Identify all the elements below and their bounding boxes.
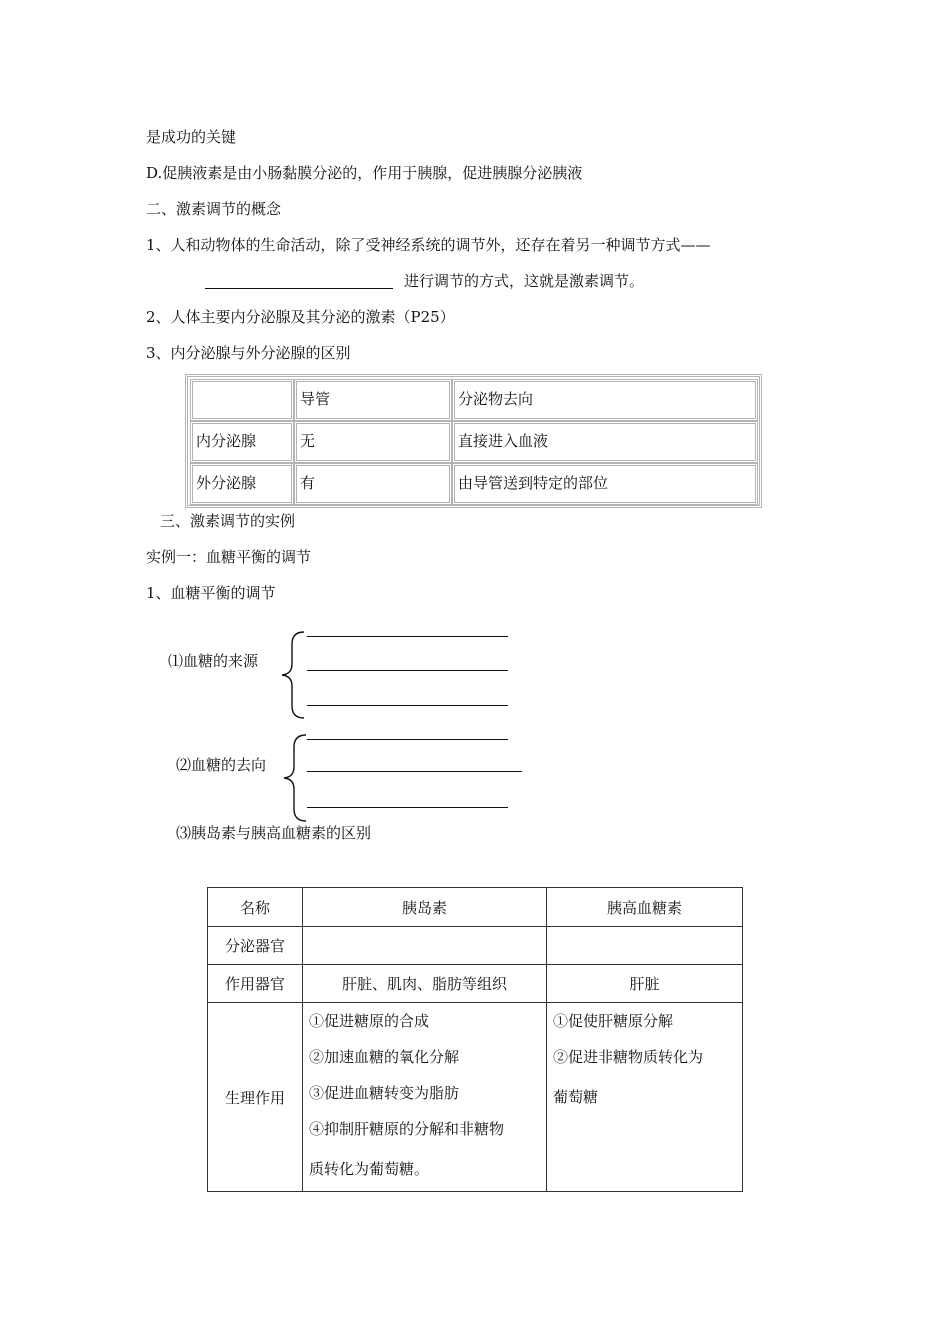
hormone-difference-label: ⑶胰岛素与胰高血糖素的区别 [176, 824, 372, 842]
text-line-10: 1、血糖平衡的调节 [146, 584, 276, 602]
table2-header-name: 名称 [208, 888, 303, 927]
table1-cell: 外分泌腺 [190, 463, 294, 505]
insulin-effect-item: ②加速血糖的氧化分解 [309, 1048, 460, 1066]
table1-cell: 内分泌腺 [190, 421, 294, 463]
insulin-effect-item: 质转化为葡萄糖。 [309, 1160, 430, 1178]
table1-header-empty [190, 379, 294, 421]
glucose-source-label: ⑴血糖的来源 [168, 652, 259, 670]
table2-cell-glucagon-organ[interactable] [547, 927, 743, 965]
table1-cell: 有 [294, 463, 452, 505]
insulin-effect-item: ③促进血糖转变为脂肪 [309, 1084, 460, 1102]
section-heading-2: 二、激素调节的概念 [146, 200, 282, 218]
table1-cell: 直接进入血液 [452, 421, 758, 463]
fill-blank-source-3[interactable] [307, 705, 508, 706]
text-line-6: 2、人体主要内分泌腺及其分泌的激素（P25） [146, 308, 455, 326]
fill-blank-source-2[interactable] [307, 670, 508, 671]
glucagon-effect-item: ①促使肝糖原分解 [553, 1012, 674, 1030]
insulin-effect-item: ①促进糖原的合成 [309, 1012, 430, 1030]
table1-header-destination: 分泌物去向 [452, 379, 758, 421]
table2-cell-insulin-organ[interactable] [303, 927, 547, 965]
fill-blank-source-1[interactable] [307, 636, 508, 637]
insulin-effect-item: ④抑制肝糖原的分解和非糖物 [309, 1120, 505, 1138]
text-line-5: 进行调节的方式，这就是激素调节。 [404, 272, 645, 290]
section-heading-3: 三、激素调节的实例 [160, 512, 296, 530]
table2-header-glucagon: 胰高血糖素 [547, 888, 743, 927]
fill-blank-dest-3[interactable] [307, 807, 508, 808]
table2-header-insulin: 胰岛素 [303, 888, 547, 927]
table2-cell-glucagon-effects [547, 1003, 743, 1192]
table1-cell: 无 [294, 421, 452, 463]
table2-cell-insulin-effects [303, 1003, 547, 1192]
glucose-destination-label: ⑵血糖的去向 [176, 756, 267, 774]
glucagon-effect-item: ②促进非糖物质转化为 [553, 1048, 704, 1066]
table1-cell: 由导管送到特定的部位 [452, 463, 758, 505]
text-line-7: 3、内分泌腺与外分泌腺的区别 [146, 344, 351, 362]
table2-row-label-secreting-organ: 分泌器官 [208, 927, 303, 965]
table2-row-label-physiology: 生理作用 [208, 1003, 303, 1192]
glucagon-effect-item: 葡萄糖 [553, 1088, 599, 1106]
fill-blank-dest-1[interactable] [307, 739, 508, 740]
table2-cell-glucagon-target: 肝脏 [547, 965, 743, 1003]
fill-blank-1[interactable] [205, 288, 393, 289]
table1-header-duct: 导管 [294, 379, 452, 421]
text-line-9: 实例一：血糖平衡的调节 [146, 548, 312, 566]
table2-row-label-target-organ: 作用器官 [208, 965, 303, 1003]
curly-brace-icon [278, 630, 308, 720]
gland-comparison-table [185, 374, 762, 508]
text-line-1: 是成功的关键 [146, 128, 237, 146]
hormone-comparison-table [207, 887, 743, 1192]
curly-brace-icon [280, 733, 310, 823]
table2-cell-insulin-target: 肝脏、肌肉、脂肪等组织 [303, 965, 547, 1003]
fill-blank-dest-2[interactable] [307, 771, 522, 772]
text-line-4: 1、人和动物体的生命活动，除了受神经系统的调节外，还存在着另一种调节方式—— [146, 236, 711, 254]
text-line-2: D.促胰液素是由小肠黏膜分泌的，作用于胰腺，促进胰腺分泌胰液 [146, 164, 583, 182]
